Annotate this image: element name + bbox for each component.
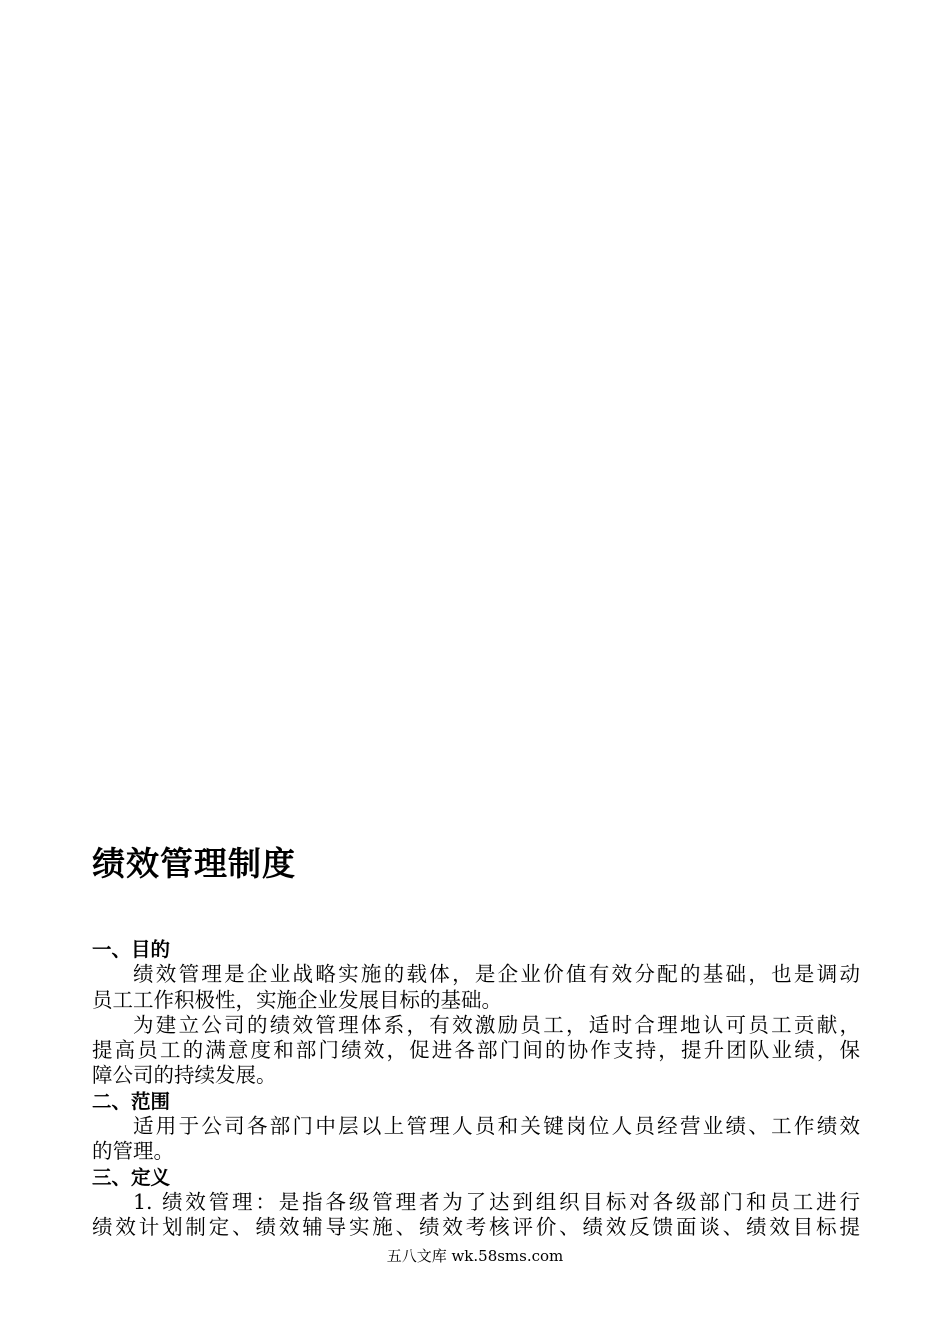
section-heading-definition: 三、定义 — [92, 1165, 171, 1189]
paragraph-line: 员工工作积极性，实施企业发展目标的基础。 — [92, 987, 502, 1012]
paragraph-line: 的管理。 — [92, 1139, 174, 1164]
paragraph-line: 绩效计划制定、绩效辅导实施、绩效考核评价、绩效反馈面谈、绩效目标提 — [92, 1215, 860, 1240]
paragraph-line: 适用于公司各部门中层以上管理人员和关键岗位人员经营业绩、工作绩效 — [133, 1114, 860, 1139]
document-body — [92, 937, 860, 1241]
paragraph-line: 障公司的持续发展。 — [92, 1063, 277, 1088]
document-title: 绩效管理制度 — [92, 844, 296, 883]
paragraph-line: 提高员工的满意度和部门绩效，促进各部门间的协作支持，提升团队业绩，保 — [92, 1038, 860, 1063]
paragraph-line: 为建立公司的绩效管理体系，有效激励员工，适时合理地认可员工贡献， — [133, 1012, 860, 1037]
page-footer: 五八文库 wk.58sms.com — [386, 1247, 564, 1265]
paragraph-line: 绩效管理是企业战略实施的载体，是企业价值有效分配的基础，也是调动 — [133, 962, 860, 987]
section-heading-purpose: 一、目的 — [92, 938, 171, 961]
section-heading-scope: 二、范围 — [92, 1089, 171, 1113]
paragraph-line: 1. 绩效管理：是指各级管理者为了达到组织目标对各级部门和员工进行 — [133, 1189, 860, 1214]
